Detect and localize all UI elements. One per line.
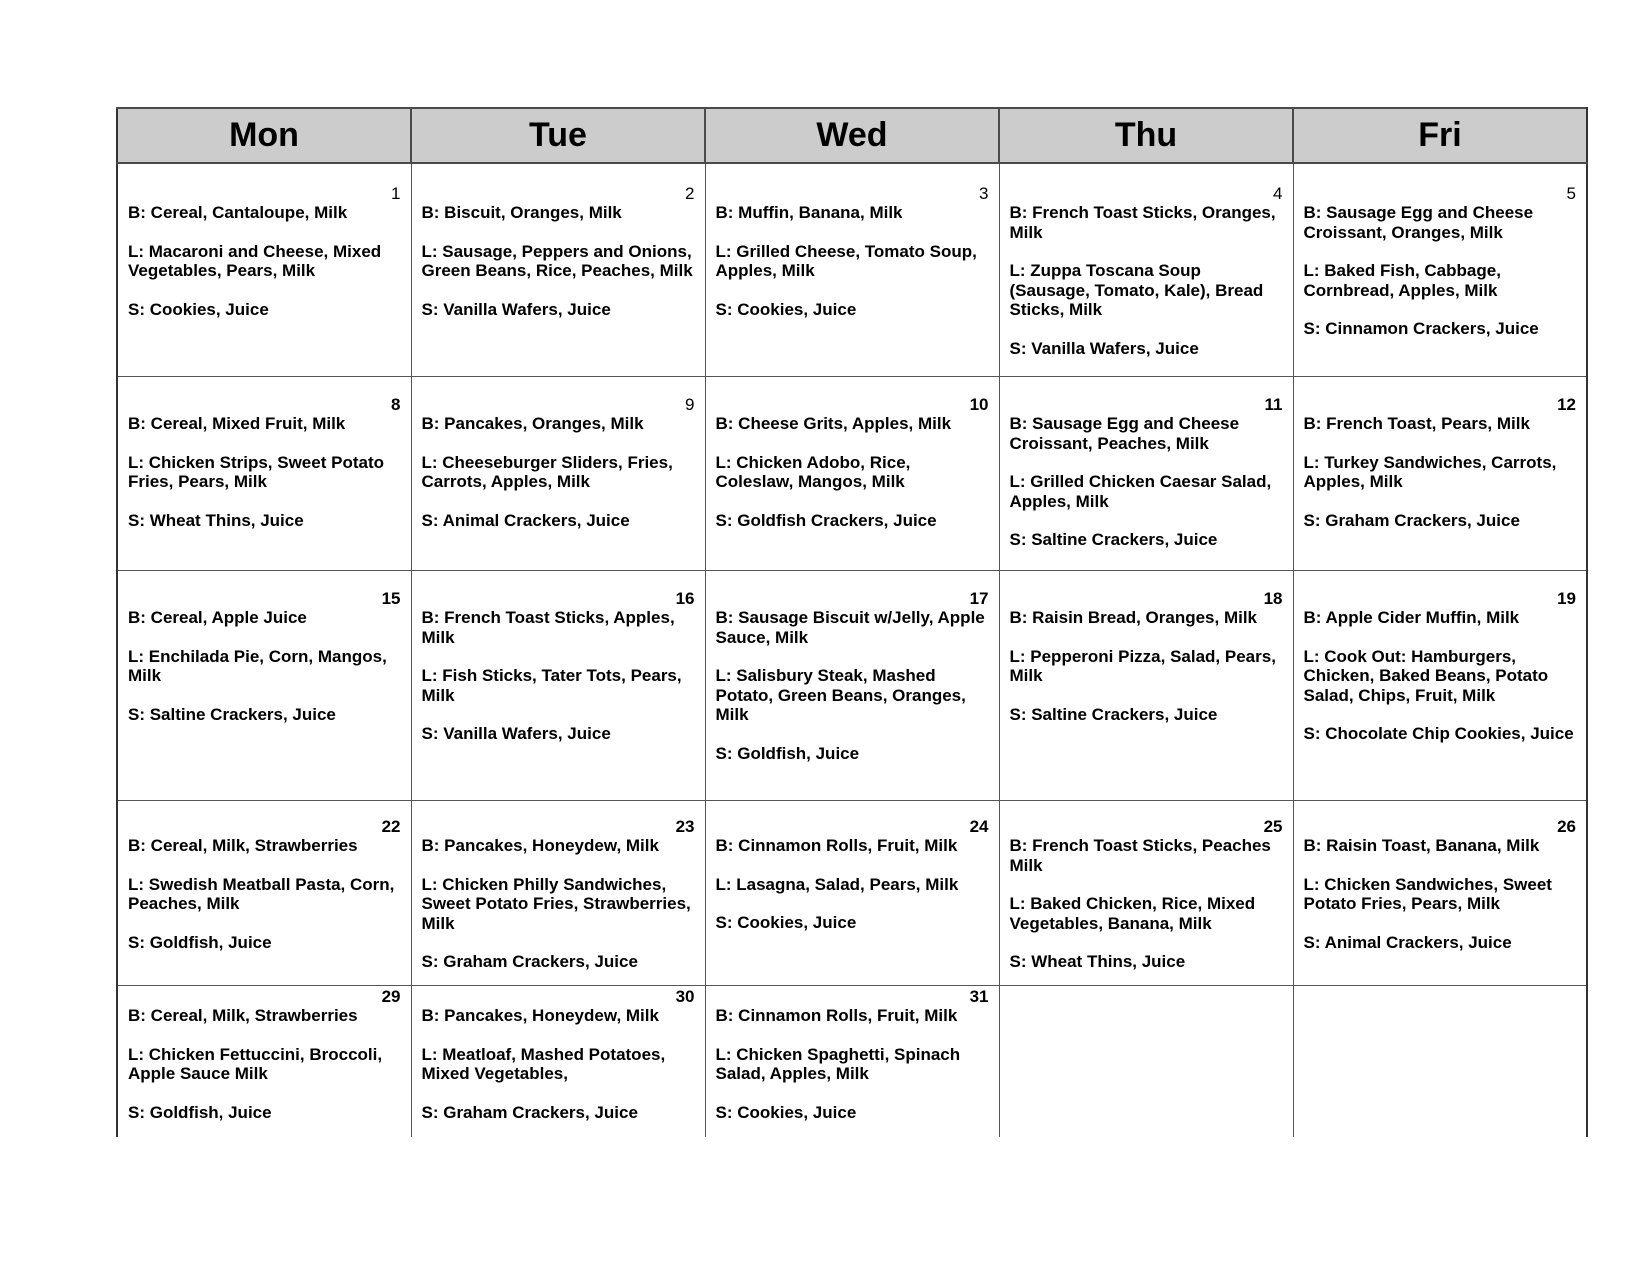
lunch-text: L: Enchilada Pie, Corn, Mangos, Milk	[128, 646, 387, 685]
snack-text: S: Goldfish, Juice	[715, 743, 860, 763]
lunch-text: L: Baked Fish, Cabbage, Cornbread, Apples, Milk	[1303, 261, 1501, 300]
day-cell	[411, 801, 705, 986]
day-number: 5	[1566, 184, 1576, 203]
breakfast-text: B: Cereal, Apple Juice	[128, 608, 307, 627]
snack-text: S: Chocolate Chip Cookies, Juice	[1303, 724, 1574, 743]
day-number: 25	[1263, 817, 1283, 836]
snack-text: S: Cookies, Juice	[128, 299, 269, 319]
lunch-text: L: Pepperoni Pizza, Salad, Pears, Milk	[1009, 646, 1276, 685]
day-number: 22	[381, 817, 401, 836]
snack-text: S: Goldfish, Juice	[128, 932, 272, 952]
lunch-text: L: Chicken Strips, Sweet Potato Fries, Pears, Milk	[128, 452, 384, 491]
breakfast-text: B: Apple Cider Muffin, Milk	[1303, 608, 1520, 627]
day-number: 9	[685, 395, 695, 414]
day-cell	[999, 571, 1293, 801]
weekday-header-mon: Mon	[117, 108, 411, 163]
lunch-text: L: Cheeseburger Sliders, Fries, Carrots, Apples, Milk	[421, 452, 673, 491]
day-number: 12	[1557, 395, 1576, 414]
weekday-header-fri: Fri	[1293, 108, 1587, 163]
lunch-text: L: Chicken Fettuccini, Broccoli, Apple Sauce Milk	[128, 1044, 383, 1083]
breakfast-text: B: Sausage Biscuit w/Jelly, Apple Sauce, Milk	[715, 608, 985, 647]
day-number: 10	[969, 395, 989, 414]
lunch-text: L: Grilled Cheese, Tomato Soup, Apples, Milk	[715, 241, 977, 280]
snack-text: S: Saltine Crackers, Juice	[1009, 530, 1218, 549]
day-cell	[1293, 163, 1587, 377]
empty-day-cell	[1293, 986, 1587, 1138]
snack-text: S: Vanilla Wafers, Juice	[1009, 338, 1199, 358]
lunch-text: L: Chicken Sandwiches, Sweet Potato Fries, Pears, Milk	[1303, 874, 1552, 913]
weekday-header-wed: Wed	[705, 108, 999, 163]
day-number: 2	[685, 184, 695, 203]
day-cell	[411, 163, 705, 377]
day-cell	[117, 377, 411, 571]
day-number: 18	[1263, 589, 1283, 608]
breakfast-text: B: Raisin Bread, Oranges, Milk	[1009, 608, 1258, 627]
lunch-text: L: Macaroni and Cheese, Mixed Vegetables, Pears, Milk	[128, 241, 382, 280]
day-cell	[705, 163, 999, 377]
weekday-header-row	[117, 108, 1587, 163]
day-cell	[999, 377, 1293, 571]
lunch-text: L: Meatloaf, Mashed Potatoes, Mixed Vegetables,	[421, 1044, 666, 1083]
day-cell	[1293, 377, 1587, 571]
day-cell	[705, 571, 999, 801]
day-number: 3	[979, 184, 989, 203]
lunch-text: L: Turkey Sandwiches, Carrots, Apples, Milk	[1303, 452, 1557, 491]
day-number: 23	[675, 817, 695, 836]
day-cell	[411, 986, 705, 1138]
snack-text: S: Graham Crackers, Juice	[421, 1102, 638, 1122]
lunch-text: L: Baked Chicken, Rice, Mixed Vegetables, Banana, Milk	[1009, 894, 1256, 933]
breakfast-text: B: Cereal, Mixed Fruit, Milk	[128, 414, 346, 433]
menu-calendar	[116, 107, 1588, 1137]
empty-day-cell	[999, 986, 1293, 1138]
breakfast-text: B: Sausage Egg and Cheese Croissant, Peaches, Milk	[1009, 414, 1240, 453]
day-cell	[117, 571, 411, 801]
snack-text: S: Cookies, Juice	[715, 299, 857, 319]
week-row	[117, 986, 1587, 1138]
day-number: 16	[675, 589, 695, 608]
weekday-header-tue: Tue	[411, 108, 705, 163]
breakfast-text: B: Biscuit, Oranges, Milk	[421, 203, 622, 222]
breakfast-text: B: Raisin Toast, Banana, Milk	[1303, 836, 1540, 855]
lunch-text: L: Chicken Spaghetti, Spinach Salad, Apples, Milk	[715, 1044, 961, 1083]
day-number: 17	[969, 589, 989, 608]
breakfast-text: B: Pancakes, Oranges, Milk	[421, 414, 644, 433]
snack-text: S: Saltine Crackers, Juice	[1009, 704, 1218, 724]
snack-text: S: Saltine Crackers, Juice	[128, 704, 336, 724]
snack-text: S: Vanilla Wafers, Juice	[421, 299, 611, 319]
week-row	[117, 163, 1587, 377]
lunch-text: L: Swedish Meatball Pasta, Corn, Peaches, Milk	[128, 874, 395, 913]
week-row	[117, 571, 1587, 801]
snack-text: S: Cookies, Juice	[715, 1102, 857, 1122]
snack-text: S: Goldfish, Juice	[128, 1102, 272, 1122]
lunch-text: L: Salisbury Steak, Mashed Potato, Green Beans, Oranges, Milk	[715, 666, 966, 724]
weekday-header-thu: Thu	[999, 108, 1293, 163]
day-cell	[411, 377, 705, 571]
lunch-text: L: Zuppa Toscana Soup (Sausage, Tomato, Kale), Bread Sticks, Milk	[1009, 261, 1264, 319]
day-cell	[117, 163, 411, 377]
day-cell	[999, 801, 1293, 986]
snack-text: S: Vanilla Wafers, Juice	[421, 724, 611, 743]
snack-text: S: Animal Crackers, Juice	[421, 510, 630, 530]
day-cell	[117, 986, 411, 1138]
breakfast-text: B: French Toast Sticks, Oranges, Milk	[1009, 203, 1276, 242]
snack-text: S: Wheat Thins, Juice	[1009, 952, 1186, 971]
day-number: 31	[969, 987, 989, 1006]
lunch-text: L: Lasagna, Salad, Pears, Milk	[715, 874, 959, 894]
breakfast-text: B: Sausage Egg and Cheese Croissant, Oranges, Milk	[1303, 203, 1534, 242]
day-number: 15	[381, 589, 401, 608]
week-row	[117, 377, 1587, 571]
breakfast-text: B: Cereal, Cantaloupe, Milk	[128, 203, 348, 222]
breakfast-text: B: Cereal, Milk, Strawberries	[128, 836, 358, 855]
day-number: 11	[1264, 395, 1283, 414]
snack-text: S: Graham Crackers, Juice	[1303, 510, 1520, 530]
day-cell	[705, 377, 999, 571]
snack-text: S: Animal Crackers, Juice	[1303, 932, 1512, 952]
day-number: 4	[1273, 184, 1283, 203]
day-number: 26	[1557, 817, 1576, 836]
breakfast-text: B: Cereal, Milk, Strawberries	[128, 1006, 358, 1025]
lunch-text: L: Sausage, Peppers and Onions, Green Beans, Rice, Peaches, Milk	[421, 241, 693, 280]
breakfast-text: B: Pancakes, Honeydew, Milk	[421, 836, 659, 855]
breakfast-text: B: French Toast Sticks, Peaches Milk	[1009, 836, 1271, 875]
day-number: 24	[969, 817, 989, 836]
breakfast-text: B: Cinnamon Rolls, Fruit, Milk	[715, 836, 958, 855]
breakfast-text: B: Muffin, Banana, Milk	[715, 203, 903, 222]
day-cell	[705, 801, 999, 986]
snack-text: S: Cookies, Juice	[715, 913, 857, 932]
lunch-text: L: Chicken Adobo, Rice, Coleslaw, Mangos, Milk	[715, 452, 911, 491]
snack-text: S: Graham Crackers, Juice	[421, 952, 638, 971]
day-cell	[117, 801, 411, 986]
day-number: 8	[391, 395, 401, 414]
lunch-text: L: Fish Sticks, Tater Tots, Pears, Milk	[421, 666, 682, 705]
day-number: 29	[381, 987, 401, 1006]
day-number: 30	[675, 987, 695, 1006]
week-row	[117, 801, 1587, 986]
breakfast-text: B: French Toast Sticks, Apples, Milk	[421, 608, 675, 647]
day-cell	[705, 986, 999, 1138]
snack-text: S: Wheat Thins, Juice	[128, 510, 304, 530]
day-cell	[1293, 801, 1587, 986]
breakfast-text: B: Pancakes, Honeydew, Milk	[421, 1006, 659, 1025]
lunch-text: L: Cook Out: Hamburgers, Chicken, Baked Beans, Potato Salad, Chips, Fruit, Milk	[1303, 646, 1549, 705]
breakfast-text: B: Cinnamon Rolls, Fruit, Milk	[715, 1006, 958, 1025]
breakfast-text: B: French Toast, Pears, Milk	[1303, 414, 1530, 433]
lunch-text: L: Chicken Philly Sandwiches, Sweet Potato Fries, Strawberries, Milk	[421, 874, 691, 933]
snack-text: S: Goldfish Crackers, Juice	[715, 510, 937, 530]
day-number: 1	[391, 184, 401, 203]
day-cell	[1293, 571, 1587, 801]
day-cell	[411, 571, 705, 801]
snack-text: S: Cinnamon Crackers, Juice	[1303, 319, 1539, 338]
breakfast-text: B: Cheese Grits, Apples, Milk	[715, 414, 952, 433]
day-cell	[999, 163, 1293, 377]
lunch-text: L: Grilled Chicken Caesar Salad, Apples, Milk	[1009, 472, 1272, 511]
day-number: 19	[1557, 589, 1576, 608]
